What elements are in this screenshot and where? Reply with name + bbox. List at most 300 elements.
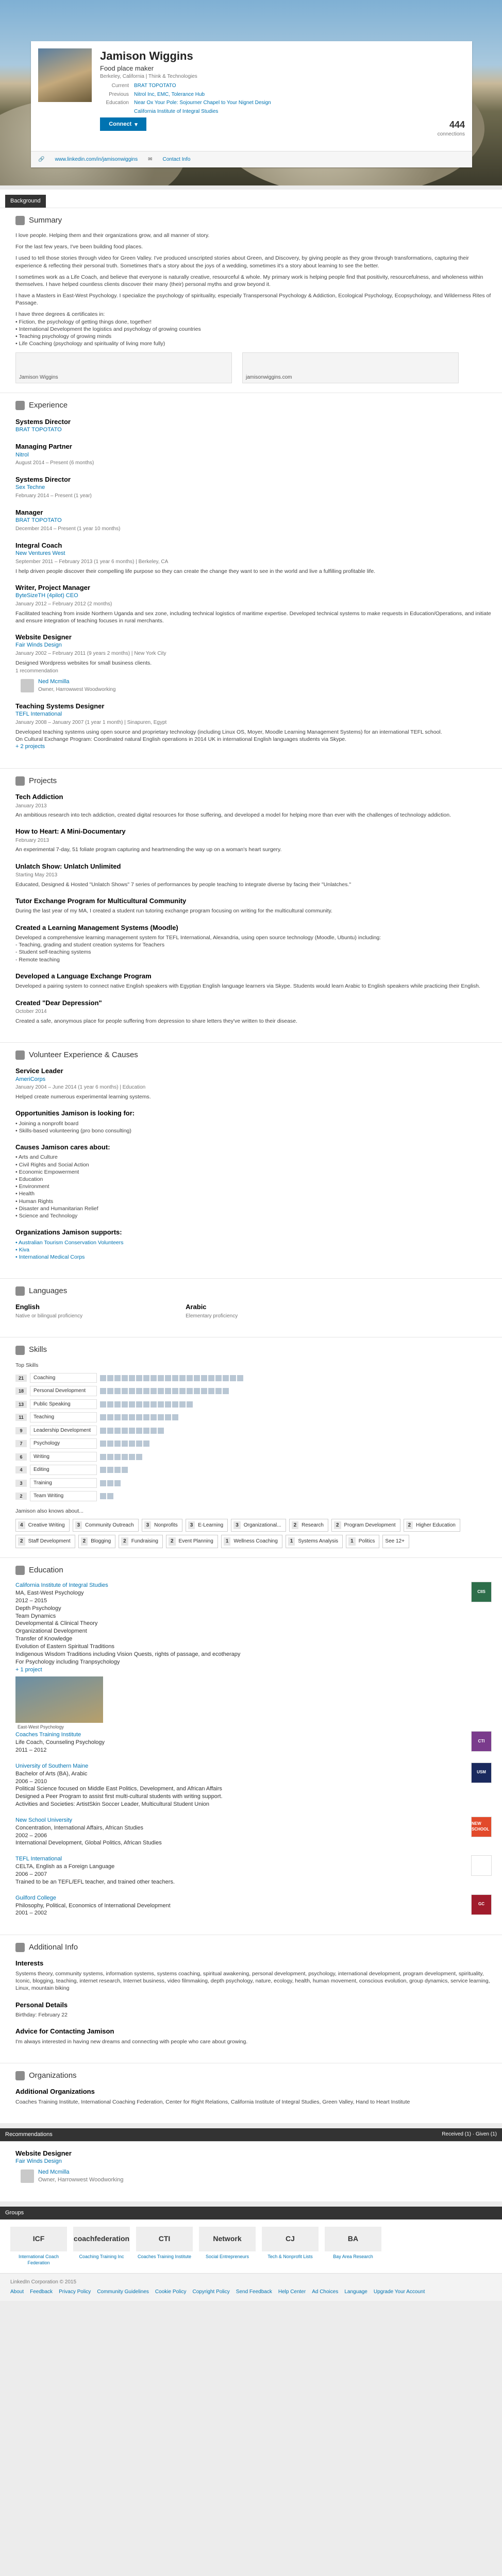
endorser-avatar[interactable] [100, 1493, 106, 1499]
endorser-avatar[interactable] [100, 1480, 106, 1486]
fact-key [100, 108, 129, 115]
endorser-avatar[interactable] [129, 1414, 135, 1420]
position-title[interactable]: Website Designer [15, 633, 72, 641]
skill-chip[interactable] [142, 1519, 182, 1532]
endorser-avatar[interactable] [100, 1428, 106, 1434]
endorser-avatar[interactable] [215, 1375, 222, 1381]
endorser-avatar[interactable] [136, 1454, 142, 1460]
endorser-avatar[interactable] [179, 1401, 186, 1408]
footer-link[interactable]: Upgrade Your Account [373, 2289, 425, 2295]
endorser-avatar[interactable] [107, 1480, 113, 1486]
skill-chip[interactable] [221, 1535, 282, 1548]
also-knows-label: Jamison also knows about... [15, 1507, 83, 1514]
personal-label: Personal Details [15, 2001, 68, 2009]
contact-icon: ✉ [148, 156, 153, 162]
cause-item: • Disaster and Humanitarian Relief [15, 1205, 98, 1212]
skill-name[interactable]: Training [30, 1478, 97, 1488]
footer-link[interactable]: Help Center [278, 2289, 306, 2295]
skill-row[interactable] [15, 1465, 492, 1475]
endorser-avatar[interactable] [187, 1388, 193, 1394]
endorser-avatar[interactable] [158, 1428, 164, 1434]
endorser-avatar[interactable] [100, 1440, 106, 1447]
endorser-avatar[interactable] [122, 1454, 128, 1460]
project-title[interactable]: Developed a Language Exchange Program [15, 972, 152, 980]
group-name[interactable]: Bay Area Research [333, 2253, 373, 2259]
endorser-avatar[interactable] [230, 1375, 236, 1381]
position-company[interactable]: Fair Winds Design [15, 642, 62, 649]
footer-link[interactable]: Copyright Policy [192, 2289, 230, 2295]
endorser-avatar[interactable] [129, 1401, 135, 1408]
education-item [15, 1582, 492, 1730]
endorser-avatar[interactable] [143, 1375, 149, 1381]
fact-key: Education [106, 100, 129, 106]
endorser-avatar[interactable] [150, 1428, 157, 1434]
organizations-section [0, 2063, 502, 2123]
skill-name[interactable]: Teaching [30, 1412, 97, 1422]
endorser-avatar[interactable] [158, 1414, 164, 1420]
endorser-avatar[interactable] [158, 1401, 164, 1408]
skill-chip[interactable] [346, 1535, 379, 1548]
skill-row[interactable] [15, 1426, 492, 1436]
skill-row[interactable] [15, 1386, 492, 1396]
position-company[interactable]: TEFL International [15, 711, 62, 718]
endorser-avatar[interactable] [114, 1401, 121, 1408]
endorser-avatar[interactable] [129, 1388, 135, 1394]
position-company[interactable]: BRAT TOPOTATO [15, 517, 62, 524]
skills-section [0, 1337, 502, 1557]
endorser-avatar[interactable] [223, 1388, 229, 1394]
group-logo: coachfederation [73, 2227, 130, 2251]
endorser-avatars [100, 1401, 193, 1408]
summary-paragraph: I used to tell those stories through video for Green Valley. I've produced unscripted stories about Green, and Discovery, by giving people as they grow through transformations, capturing their experience & reflecting their personal truth. Sometimes that's a story about the joys of a wedding, sometimes it's a story about learning to see the better. [15, 255, 469, 269]
footer-link[interactable]: Feedback [30, 2289, 53, 2295]
groups-header: Groups [0, 2207, 502, 2219]
footer-link[interactable]: Send Feedback [236, 2289, 272, 2295]
position-title[interactable]: Systems Director [15, 475, 71, 483]
volunteer-org[interactable]: AmeriCorps [15, 1076, 46, 1082]
school-name[interactable]: California Institute of Integral Studies [15, 1582, 108, 1589]
project-item [15, 827, 492, 853]
section-title: Languages [29, 1286, 68, 1296]
endorser-avatar[interactable] [172, 1375, 178, 1381]
endorser-avatar[interactable] [194, 1375, 200, 1381]
skill-name[interactable]: Leadership Development [30, 1426, 97, 1436]
education-text [15, 1855, 175, 1886]
endorser-avatar[interactable] [100, 1414, 106, 1420]
endorser-avatar[interactable] [114, 1440, 121, 1447]
school-logo[interactable]: NEW SCHOOL [471, 1817, 492, 1837]
skill-name[interactable]: Coaching [30, 1373, 97, 1383]
project-title[interactable]: How to Heart: A Mini-Documentary [15, 827, 126, 836]
supported-org[interactable]: • International Medical Corps [15, 1253, 85, 1260]
endorser-avatar[interactable] [143, 1388, 149, 1394]
interests-text[interactable]: Systems theory, community systems, information systems, systems coaching, spiritual awakening, personal development, psychology, international development, program development, spirituality, Iconic, blogging, teaching, internet research, Internet business, video filmmaking, depth psychology, nature, ecology, health, human movement, conscious evolution, group dynamics, service learning, Linux, mountain biking [15, 1971, 490, 1992]
group-logo: CJ [262, 2227, 319, 2251]
skill-row[interactable] [15, 1478, 492, 1488]
group-logo: BA [325, 2227, 381, 2251]
skill-name: E-Learning [198, 1522, 224, 1528]
skill-name[interactable]: Writing [30, 1452, 97, 1462]
position-dates: February 2014 – Present (1 year) [15, 493, 92, 499]
position-title[interactable]: Managing Partner [15, 442, 72, 450]
position-company[interactable]: Sex Techne [15, 484, 45, 491]
opportunity-item: • Joining a nonprofit board [15, 1120, 79, 1127]
endorsement-count: 2 [334, 1521, 341, 1530]
position-company[interactable]: New Ventures West [15, 550, 65, 557]
project-title[interactable]: Created a Learning Management Systems (Moodle) [15, 923, 178, 931]
skill-chip[interactable] [166, 1535, 218, 1548]
endorser-avatar[interactable] [107, 1388, 113, 1394]
endorser-avatar[interactable] [122, 1440, 128, 1447]
endorser-avatar[interactable] [100, 1401, 106, 1408]
profile-photo[interactable] [38, 48, 92, 102]
endorser-avatar[interactable] [129, 1375, 135, 1381]
endorser-avatar[interactable] [122, 1388, 128, 1394]
endorser-avatar[interactable] [172, 1388, 178, 1394]
endorser-avatar[interactable] [129, 1454, 135, 1460]
endorser-avatar[interactable] [172, 1401, 178, 1408]
endorser-avatar[interactable] [136, 1414, 142, 1420]
project-title[interactable]: Created "Dear Depression" [15, 998, 102, 1007]
endorser-avatar[interactable] [158, 1388, 164, 1394]
education-text [15, 1817, 162, 1847]
endorser-avatar[interactable] [237, 1375, 243, 1381]
school-name[interactable]: Coaches Training Institute [15, 1732, 81, 1738]
position-title[interactable]: Teaching Systems Designer [15, 702, 105, 710]
skill-chip[interactable] [382, 1535, 409, 1548]
position-title[interactable]: Writer, Project Manager [15, 583, 90, 591]
endorser-avatars [100, 1440, 149, 1447]
fact-value[interactable]: BRAT TOPOTATO [134, 83, 176, 89]
school-logo[interactable]: CIIS [471, 1582, 492, 1602]
endorsement-count: 11 [15, 1414, 27, 1421]
endorsement-count: 7 [15, 1440, 27, 1447]
supported-org[interactable]: • Kiva [15, 1246, 30, 1253]
endorsement-count: 6 [15, 1453, 27, 1461]
project-date: Starting May 2013 [15, 872, 58, 878]
position-company[interactable]: BRAT TOPOTATO [15, 427, 62, 433]
school-name[interactable]: University of Southern Maine [15, 1762, 89, 1769]
link-icon: 🔗 [38, 156, 45, 162]
skill-chip[interactable] [231, 1519, 286, 1532]
endorser-avatar[interactable] [114, 1375, 121, 1381]
project-description: During the last year of my MA, I created a student run tutoring exchange program focusing on writing for the multicultural community. [15, 908, 332, 914]
position-title[interactable]: Integral Coach [15, 541, 62, 549]
page-footer [0, 2273, 502, 2301]
degree: CELTA, English as a Foreign Language [15, 1863, 115, 1870]
skill-chip[interactable] [404, 1519, 460, 1532]
endorser-avatar[interactable] [114, 1414, 121, 1420]
skill-name: Community Outreach [85, 1522, 134, 1528]
endorser-avatar[interactable] [165, 1401, 171, 1408]
endorsement-count: 1 [224, 1537, 231, 1546]
endorsement-count: 4 [15, 1466, 27, 1473]
education-dates: 2006 – 2007 [15, 1871, 47, 1877]
fact-value[interactable]: Near Ox Your Pole: Sojourner Chapel to Your Nignet Design [134, 100, 271, 106]
education-description: International Development, Global Politics, African Studies [15, 1840, 162, 1846]
endorser-avatar[interactable] [107, 1375, 113, 1381]
endorser-avatar[interactable] [150, 1375, 157, 1381]
skill-row[interactable] [15, 1399, 492, 1410]
endorser-avatar[interactable] [223, 1375, 229, 1381]
endorser-avatar[interactable] [107, 1454, 113, 1460]
school-logo[interactable]: CTI [471, 1731, 492, 1752]
footer-link[interactable]: About [10, 2289, 24, 2295]
endorser-avatar[interactable] [143, 1401, 149, 1408]
endorser-avatar[interactable] [179, 1375, 186, 1381]
summary-media-item[interactable] [15, 352, 232, 383]
position-description: I help driven people discover their compelling life purpose so they can create the change they want to see in the world and live a fulfilling profitable life. [15, 568, 376, 574]
endorser-avatar[interactable] [208, 1375, 214, 1381]
endorser-avatar[interactable] [208, 1388, 214, 1394]
education-dates: 2012 – 2015 [15, 1597, 47, 1604]
language-item [186, 1302, 238, 1319]
skill-chip[interactable] [78, 1535, 115, 1548]
footer-link[interactable]: Ad Choices [312, 2289, 339, 2295]
endorser-avatar[interactable] [172, 1414, 178, 1420]
group-name[interactable]: Tech & Nonprofit Lists [267, 2253, 313, 2259]
positions-list [15, 417, 492, 751]
endorsement-count: 3 [75, 1521, 82, 1530]
group-item[interactable] [136, 2227, 193, 2266]
skill-row[interactable] [15, 1452, 492, 1462]
recommender-role: Owner, Harrowwest Woodworking [38, 2177, 124, 2183]
group-item[interactable] [325, 2227, 381, 2266]
endorser-avatar[interactable] [107, 1401, 113, 1408]
personal-text: Birthday: February 22 [15, 2012, 68, 2019]
endorser-avatar[interactable] [143, 1428, 149, 1434]
recs-given-tab[interactable]: Given (1) [475, 2131, 497, 2137]
endorser-avatar[interactable] [107, 1414, 113, 1420]
skill-chip[interactable] [73, 1519, 139, 1532]
skill-name[interactable]: Public Speaking [30, 1399, 97, 1410]
endorser-avatar[interactable] [122, 1428, 128, 1434]
position-company[interactable]: ByteSizeTH (4pilot) CEO [15, 592, 78, 599]
education-item [15, 1731, 492, 1754]
endorser-avatar[interactable] [187, 1401, 193, 1408]
endorser-avatar[interactable] [143, 1414, 149, 1420]
endorser-avatar[interactable] [136, 1428, 142, 1434]
endorser-avatar[interactable] [187, 1375, 193, 1381]
skill-row[interactable] [15, 1412, 492, 1422]
endorser-avatar[interactable] [158, 1375, 164, 1381]
profile-card [31, 41, 472, 167]
endorser-avatar[interactable] [201, 1388, 207, 1394]
group-item[interactable] [73, 2227, 130, 2266]
fact-value[interactable]: California Institute of Integral Studies [134, 108, 219, 114]
endorser-avatar[interactable] [129, 1428, 135, 1434]
skill-name: Organizational... [243, 1522, 281, 1528]
footer-link[interactable]: Community Guidelines [97, 2289, 149, 2295]
skill-row[interactable] [15, 1491, 492, 1501]
endorser-avatars [100, 1454, 142, 1460]
endorser-avatar[interactable] [100, 1375, 106, 1381]
endorser-avatar[interactable] [114, 1388, 121, 1394]
group-name[interactable]: Coaches Training Institute [137, 2253, 192, 2259]
degree: Bachelor of Arts (BA), Arabic [15, 1770, 88, 1777]
endorsement-count: 2 [18, 1537, 25, 1546]
connections-number: 444 [449, 120, 465, 130]
footer-link[interactable]: Privacy Policy [59, 2289, 91, 2295]
skill-chip[interactable] [331, 1519, 400, 1532]
school-name[interactable]: New School University [15, 1817, 73, 1823]
recs-received-tab[interactable]: Received (1) [442, 2131, 471, 2137]
connect-button[interactable] [100, 117, 146, 131]
endorser-avatar[interactable] [136, 1440, 142, 1447]
endorser-avatar[interactable] [114, 1467, 121, 1473]
education-dates: 2002 – 2006 [15, 1832, 47, 1839]
orgs-text[interactable]: Coaches Training Institute, International Coaching Federation, Center for Right Relations, California Institute of Integral Studies, Green Valley, Hand to Heart Institute [15, 2098, 410, 2105]
endorser-avatar[interactable] [150, 1414, 157, 1420]
position-title[interactable]: Systems Director [15, 417, 71, 426]
recommender-role: Owner, Harrowwest Woodworking [38, 687, 116, 693]
group-item[interactable] [10, 2227, 67, 2266]
endorser-avatar[interactable] [107, 1428, 113, 1434]
endorser-avatar[interactable] [150, 1401, 157, 1408]
endorser-avatar[interactable] [215, 1388, 222, 1394]
endorser-avatar[interactable] [129, 1440, 135, 1447]
endorsement-count: 1 [288, 1537, 295, 1546]
avatar[interactable] [21, 2170, 34, 2183]
endorser-avatar[interactable] [165, 1388, 171, 1394]
projects-link[interactable]: + 2 projects [15, 743, 45, 750]
recommender-name[interactable]: Ned Mcmilla [38, 678, 70, 685]
education-list [15, 1582, 492, 1917]
connect-label: Connect [109, 121, 132, 127]
endorser-avatar[interactable] [100, 1388, 106, 1394]
position-company[interactable]: Nitrol [15, 451, 29, 458]
endorser-avatar[interactable] [136, 1388, 142, 1394]
endorsement-count: 21 [15, 1375, 27, 1382]
fact-value[interactable]: Nitrol Inc, EMC, Tolerance Hub [134, 91, 205, 97]
language-name: English [15, 1303, 40, 1311]
education-dates: 2001 – 2002 [15, 1910, 47, 1917]
degree: Life Coach, Counseling Psychology [15, 1739, 105, 1746]
endorser-avatar[interactable] [114, 1454, 121, 1460]
endorser-avatar[interactable] [107, 1467, 113, 1473]
education-projects-link[interactable]: + 1 project [15, 1666, 42, 1673]
endorser-avatar[interactable] [122, 1467, 128, 1473]
skill-chip[interactable] [119, 1535, 163, 1548]
skill-name[interactable]: Personal Development [30, 1386, 97, 1396]
project-item [15, 998, 492, 1025]
summary-media-item[interactable] [242, 352, 459, 383]
endorser-avatar[interactable] [179, 1388, 186, 1394]
education-text [15, 1731, 105, 1754]
supported-org[interactable]: • Australian Tourism Conservation Volunteers [15, 1239, 124, 1246]
fact-key: Previous [109, 91, 129, 97]
endorser-avatar[interactable] [143, 1440, 149, 1447]
endorser-avatar[interactable] [122, 1375, 128, 1381]
skill-name[interactable]: Team Writing [30, 1491, 97, 1501]
skill-chip[interactable] [15, 1535, 75, 1548]
endorser-avatar[interactable] [201, 1375, 207, 1381]
skill-name[interactable]: Editing [30, 1465, 97, 1475]
recommendation-count[interactable]: 1 recommendation [15, 668, 58, 674]
education-dates: 2006 – 2010 [15, 1778, 47, 1785]
skill-chip[interactable] [286, 1535, 343, 1548]
avatar[interactable] [21, 679, 34, 692]
endorser-avatars [100, 1480, 121, 1486]
tab-background[interactable]: Background [5, 195, 46, 208]
education-media[interactable] [15, 1676, 103, 1730]
school-logo[interactable] [471, 1855, 492, 1876]
contact-info-link[interactable]: Contact Info [162, 156, 191, 162]
orgs-title: Organizations Jamison supports: [15, 1228, 122, 1236]
chevron-down-icon: ▾ [135, 121, 138, 128]
project-title[interactable]: Tech Addiction [15, 793, 63, 801]
recommender-name[interactable]: Ned Mcmilla [38, 2169, 70, 2176]
section-title: Education [29, 1565, 63, 1574]
footer-links [10, 2289, 492, 2296]
rec-org[interactable]: Fair Winds Design [15, 2158, 62, 2165]
endorser-avatar[interactable] [136, 1375, 142, 1381]
endorser-avatar[interactable] [114, 1480, 121, 1486]
endorser-avatar[interactable] [122, 1401, 128, 1408]
group-name[interactable]: Social Entrepreneurs [205, 2253, 249, 2259]
endorser-avatar[interactable] [114, 1428, 121, 1434]
opportunities-title: Opportunities Jamison is looking for: [15, 1109, 135, 1117]
skill-chip[interactable] [186, 1519, 228, 1532]
project-title[interactable]: Unlatch Show: Unlatch Unlimited [15, 862, 121, 870]
endorser-avatar[interactable] [194, 1388, 200, 1394]
position-description: Developed teaching systems using open source and proprietary technology (including Linux OS, Moyer, Moodle Learning Management Systems) for an international TEFL school. On Cultural Exchange Program: Coordinated natural English operations in 2014 UK in international English languages students via Skype. [15, 728, 442, 742]
summary-icon [15, 216, 25, 225]
skill-chip[interactable] [289, 1519, 328, 1532]
group-item[interactable] [199, 2227, 256, 2266]
organizations-icon [15, 2071, 25, 2080]
endorsement-count: 2 [81, 1537, 88, 1546]
footer-link[interactable]: Language [344, 2289, 367, 2295]
endorsement-count: 2 [15, 1493, 27, 1500]
project-item [15, 896, 492, 915]
school-name[interactable]: Guilford College [15, 1894, 56, 1901]
public-profile-url[interactable]: www.linkedin.com/in/jamisonwiggins [55, 156, 138, 162]
school-logo[interactable]: USM [471, 1762, 492, 1783]
skill-name[interactable]: Psychology [30, 1438, 97, 1449]
position-item [15, 633, 492, 693]
endorser-avatars [100, 1493, 113, 1499]
endorser-avatar[interactable] [107, 1440, 113, 1447]
degree: Concentration, International Affairs, African Studies [15, 1824, 144, 1831]
group-item[interactable] [262, 2227, 319, 2266]
endorser-avatar[interactable] [107, 1493, 113, 1499]
endorser-avatar[interactable] [165, 1375, 171, 1381]
summary-section [0, 208, 502, 393]
section-title: Additional Info [29, 1943, 78, 1952]
education-description: Trained to be an TEFL/EFL teacher, and trained other teachers. [15, 1878, 175, 1885]
skill-row[interactable] [15, 1438, 492, 1449]
skill-name: Wellness Coaching [233, 1538, 278, 1545]
endorser-avatar[interactable] [150, 1388, 157, 1394]
footer-link[interactable]: Cookie Policy [155, 2289, 187, 2295]
school-name[interactable]: TEFL International [15, 1856, 62, 1862]
skill-row[interactable] [15, 1373, 492, 1383]
position-title[interactable]: Manager [15, 508, 43, 516]
group-name[interactable]: Coaching Training Inc [79, 2253, 124, 2259]
endorser-avatar[interactable] [122, 1414, 128, 1420]
endorser-avatar[interactable] [100, 1454, 106, 1460]
school-logo[interactable]: GC [471, 1894, 492, 1915]
profile-body [0, 190, 502, 2123]
group-name[interactable]: International Coach Federation [18, 2253, 59, 2265]
endorser-avatar[interactable] [165, 1414, 171, 1420]
copyright-text: LinkedIn Corporation © 2015 [10, 2279, 77, 2285]
endorser-avatar[interactable] [100, 1467, 106, 1473]
skill-chip[interactable] [15, 1519, 70, 1532]
project-title[interactable]: Tutor Exchange Program for Multicultural Community [15, 896, 187, 905]
endorser-avatar[interactable] [136, 1401, 142, 1408]
